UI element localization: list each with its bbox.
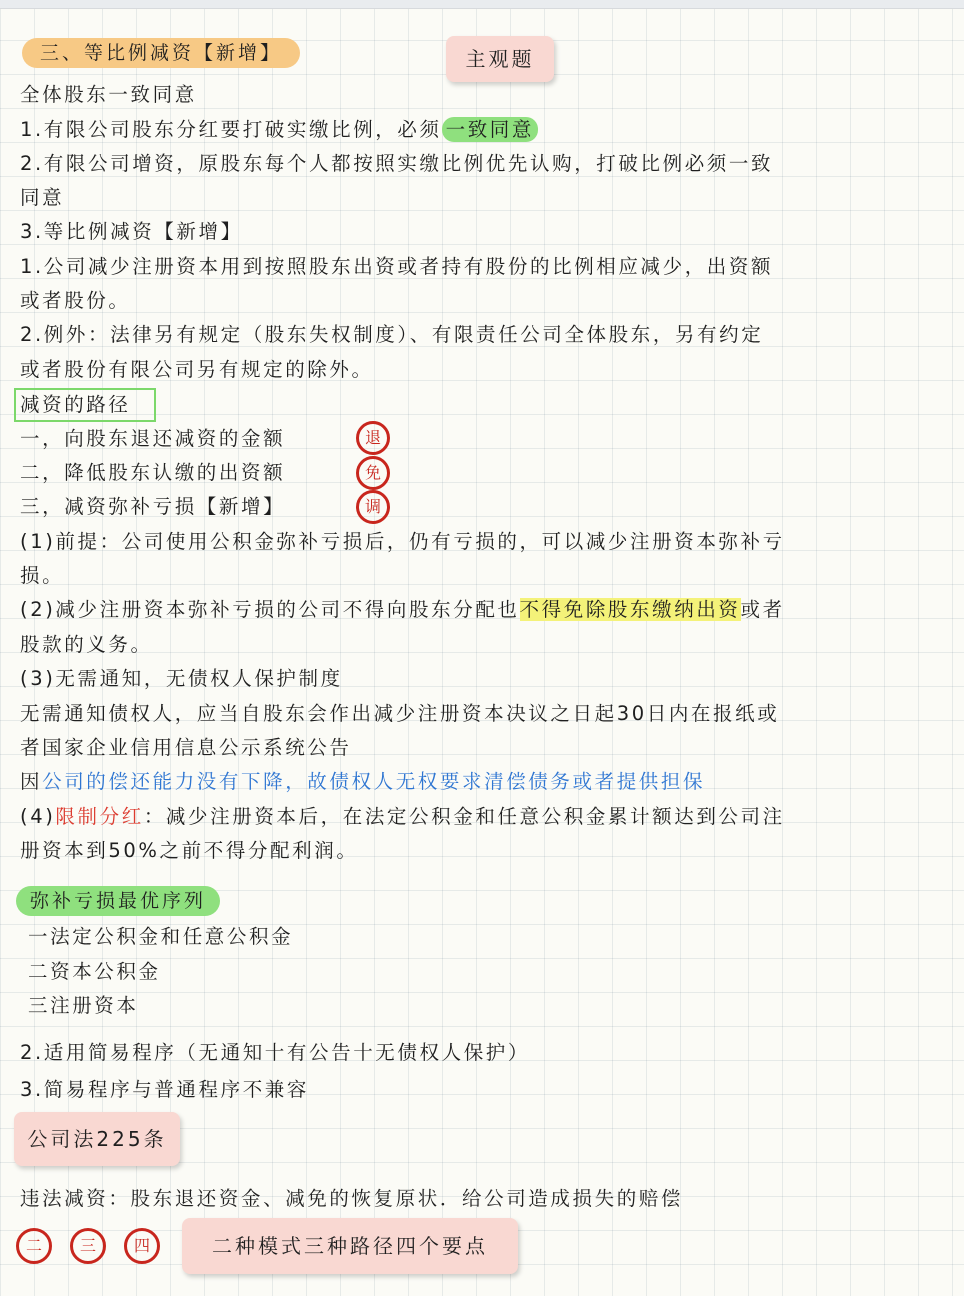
route-heading: 减资的路径 — [20, 393, 131, 416]
note-line: 2.例外：法律另有规定（股东失权制度）、有限责任公司全体股东，另有约定 — [20, 323, 764, 346]
order-item: 三注册资本 — [28, 994, 139, 1017]
seal-stamp: 三 — [70, 1228, 106, 1264]
route-item: 二，降低股东认缴的出资额 — [20, 461, 286, 484]
order-item: 一法定公积金和任意公积金 — [28, 925, 294, 948]
note-line: 3.简易程序与普通程序不兼容 — [20, 1078, 310, 1101]
seal-stamp: 调 — [356, 490, 390, 524]
note-line: 2.适用简易程序（无通知十有公告十无债权人保护） — [20, 1041, 531, 1064]
note-line: 违法减资：股东退还资金、减免的恢复原状．给公司造成损失的赔偿 — [20, 1187, 684, 1210]
yellow-highlight: 不得免除股东缴纳出资 — [519, 598, 741, 621]
seal-stamp: 二 — [16, 1228, 52, 1264]
red-text: 限制分红 — [55, 805, 144, 828]
note-line: 册资本到50%之前不得分配利润。 — [20, 839, 359, 862]
note-line: 或者股份。 — [20, 289, 131, 312]
law-article-tag: 公司法225条 — [14, 1112, 180, 1166]
note-line: 1.有限公司股东分红要打破实缴比例，必须 一致同意 — [20, 117, 538, 143]
note-line: 者国家企业信用信息公示系统公告 — [20, 736, 352, 759]
note-line: 3.等比例减资【新增】 — [20, 220, 243, 243]
question-type-tag: 主观题 — [446, 36, 554, 82]
order-item: 二资本公积金 — [28, 960, 161, 983]
note-line: 同意 — [20, 186, 65, 209]
route-item: 一，向股东退还减资的金额 — [20, 427, 286, 450]
note-line: (4)限制分红：减少注册资本后，在法定公积金和任意公积金累计额达到公司注 — [20, 805, 785, 828]
note-line: 1.公司减少注册资本用到按照股东出资或者持有股份的比例相应减少，出资额 — [20, 255, 774, 278]
note-line: 2.有限公司增资，原股东每个人都按照实缴比例优先认购，打破比例必须一致 — [20, 152, 774, 175]
seal-stamp: 四 — [124, 1228, 160, 1264]
section-tag: 三、等比例减资【新增】 — [22, 38, 300, 68]
green-highlight: 一致同意 — [442, 117, 538, 142]
note-line: 全体股东一致同意 — [20, 83, 197, 106]
note-line: (1)前提：公司使用公积金弥补亏损后，仍有亏损的，可以减少注册资本弥补亏 — [20, 530, 785, 553]
blue-text: 公司的偿还能力没有下降，故债权人无权要求清偿债务或者提供担保 — [42, 770, 706, 793]
note-line: 损。 — [20, 564, 65, 587]
note-line: 因公司的偿还能力没有下降，故债权人无权要求清偿债务或者提供担保 — [20, 770, 706, 793]
summary-tag: 二种模式三种路径四个要点 — [182, 1218, 518, 1274]
note-line: (2)减少注册资本弥补亏损的公司不得向股东分配也不得免除股东缴纳出资或者 — [20, 598, 785, 621]
note-line: (3)无需通知，无债权人保护制度 — [20, 667, 343, 690]
order-tag: 弥补亏损最优序列 — [16, 886, 220, 916]
route-item: 三，减资弥补亏损【新增】 — [20, 495, 286, 518]
note-line: 无需通知债权人，应当自股东会作出减少注册资本决议之日起30日内在报纸或 — [20, 702, 780, 725]
top-strip — [0, 0, 964, 9]
note-line: 股款的义务。 — [20, 633, 153, 656]
note-line: 或者股份有限公司另有规定的除外。 — [20, 358, 374, 381]
seal-stamp: 免 — [356, 456, 390, 490]
seal-stamp: 退 — [356, 421, 390, 455]
